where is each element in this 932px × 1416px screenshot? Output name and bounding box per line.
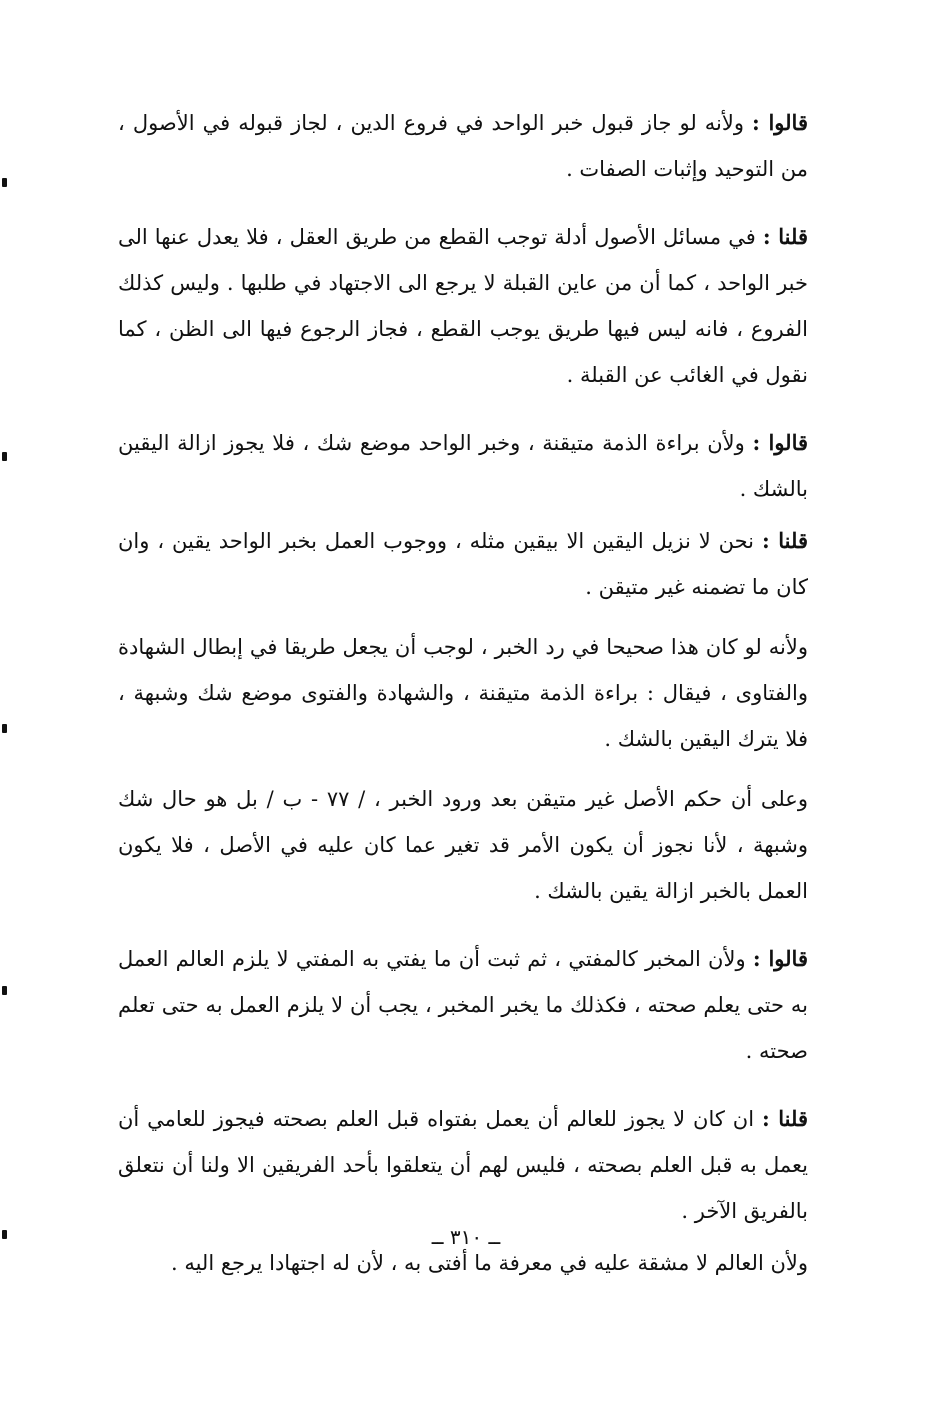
paragraph-text: وعلى أن حكم الأصل غير متيقن بعد ورود الخبر ، / ٧٧ - ب / بل هو حال شك وشبهة ، لأنا نجوز أن يكون الأمر قد تغير عما كان عليه في الأصل ، فلا يكون العمل بالخبر ازالة يقين بالشك . (118, 787, 808, 903)
paragraph-lead: قالوا : (752, 430, 809, 455)
paragraph-lead: قالوا : (752, 110, 808, 135)
paragraph-text: ولأنه لو جاز قبول خبر الواحد في فروع الدين ، لجاز قبوله في الأصول ، من التوحيد وإثبات الصفات . (118, 111, 808, 181)
paragraph-text: ولأن المخبر كالمفتي ، ثم ثبت أن ما يفتي به المفتي لا يلزم العالم العمل به حتى يعلم صحته ، فكذلك ما يخبر المخبر ، يجب أن لا يلزم العمل به حتى تعلم صحته . (118, 947, 808, 1063)
paragraph (118, 100, 808, 192)
paragraph-lead: قلنا : (761, 1106, 808, 1131)
binding-mark (2, 452, 7, 461)
paragraph (118, 420, 808, 512)
binding-mark (2, 724, 7, 733)
paragraph-text: في مسائل الأصول أدلة توجب القطع من طريق العقل ، فلا يعدل عنها الى خبر الواحد ، كما أن من عاين القبلة لا يرجع الى الاجتهاد في طلبها . وليس كذلك الفروع ، فانه ليس فيها طريق يوجب القطع ، فجاز الرجوع فيها الى الظن ، كما نقول في الغائب عن القبلة . (118, 225, 808, 387)
paragraph (118, 518, 808, 610)
paragraph-lead: قالوا : (752, 946, 808, 971)
paragraph-text: ان كان لا يجوز للعالم أن يعمل بفتواه قبل العلم بصحته فيجوز للعامي أن يعمل به قبل العلم بصحته ، فليس لهم أن يتعلقوا بأحد الفريقين الا ولنا أن نتعلق بالفريق الآخر . (118, 1107, 808, 1223)
paragraph-text: ولأن العالم لا مشقة عليه في معرفة ما أفتى به ، لأن له اجتهادا يرجع اليه . (170, 1251, 808, 1275)
binding-mark (2, 178, 7, 187)
paragraph (118, 214, 808, 398)
paragraph (118, 624, 808, 762)
paragraph-text: ولأن براءة الذمة متيقنة ، وخبر الواحد موضع شك ، فلا يجوز ازالة اليقين بالشك . (118, 431, 808, 501)
paragraph-text: ولأنه لو كان هذا صحيحا في رد الخبر ، لوجب أن يجعل طريقا في إبطال الشهادة والفتاوى ، فيقال : براءة الذمة متيقنة ، والشهادة والفتوى موضع شك وشبهة ، فلا يترك اليقين بالشك . (118, 635, 808, 751)
paragraph (118, 1096, 808, 1234)
page-number: ــ ٣١٠ ــ (431, 1225, 501, 1249)
paragraph (118, 936, 808, 1074)
paragraph-lead: قلنا : (762, 224, 808, 249)
paragraph (118, 776, 808, 914)
page-body (118, 100, 808, 1286)
paragraph-text: نحن لا نزيل اليقين الا بيقين مثله ، ووجوب العمل بخبر الواحد يقين ، وان كان ما تضمنه غير متيقن . (118, 529, 808, 599)
binding-mark (2, 986, 7, 995)
paragraph-lead: قلنا : (761, 528, 808, 553)
